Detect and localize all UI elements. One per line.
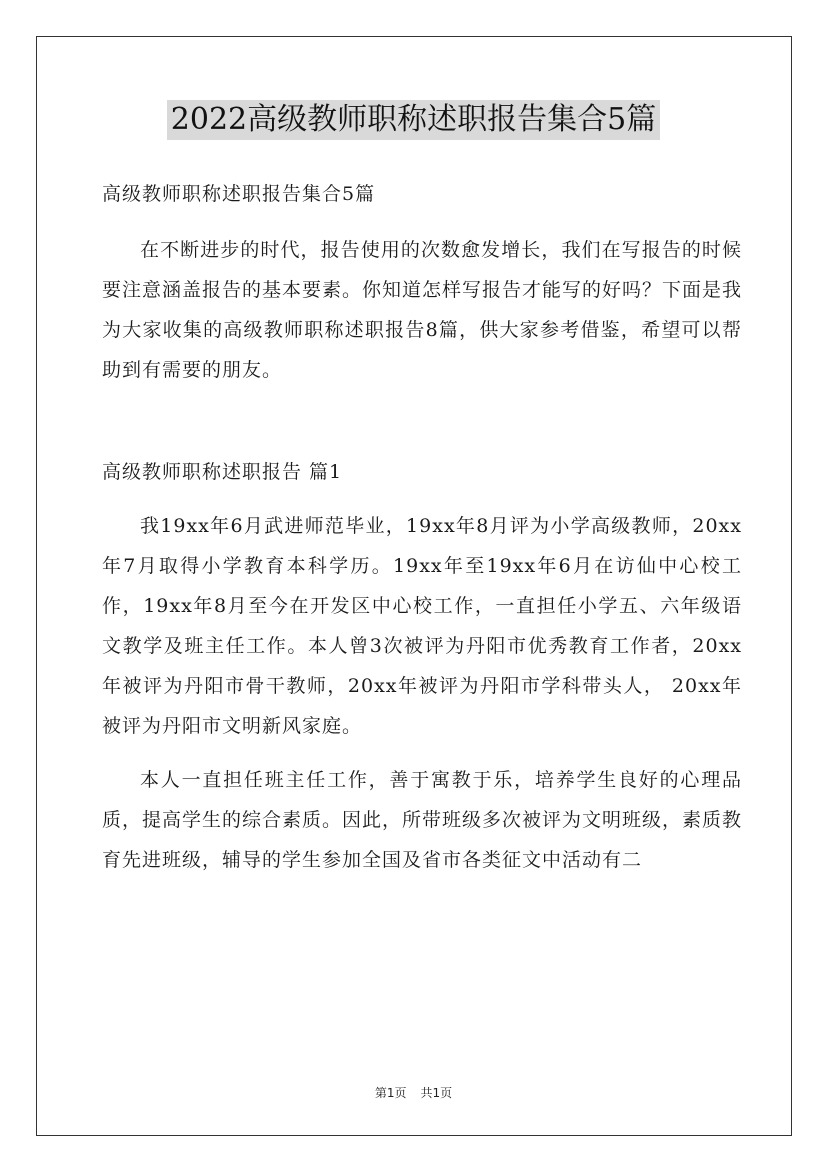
document-body [102,174,742,880]
title-wrap [0,100,827,140]
page-total: 共1页 [420,1086,453,1100]
body-paragraph-2: 本人一直担任班主任工作，善于寓教于乐，培养学生良好的心理品质，提高学生的综合素质。因此，所带班级多次被评为文明班级，素质教育先进班级，辅导的学生参加全国及省市各类征文中活动有二 [102,769,743,871]
body-paragraph-1: 我19xx年6月武进师范毕业，19xx年8月评为小学高级教师，20xx年7月取得小学教育本科学历。19xx年至19xx年6月在访仙中心校工作，19xx年8月至今在开发区中心校工作，一直担任小学五、六年级语文教学及班主任工作。本人曾3次被评为丹阳市优秀教育工作者，20xx年被评为丹阳市骨干教师，20xx年被评为丹阳市学科带头人， 20xx年被评为丹阳市文明新风家庭。 [102,515,742,737]
document-subtitle: 高级教师职称述职报告集合5篇 [102,183,376,205]
page-number: 第1页 [374,1086,407,1100]
page-footer [0,1084,827,1101]
intro-paragraph: 在不断进步的时代，报告使用的次数愈发增长，我们在写报告的时候要注意涵盖报告的基本要素。你知道怎样写报告才能写的好吗？下面是我为大家收集的高级教师职称述职报告8篇，供大家参考借鉴，希望可以帮助到有需要的朋友。 [102,239,743,381]
document-title: 2022高级教师职称述职报告集合5篇 [167,100,660,140]
section-heading: 高级教师职称述职报告 篇1 [102,461,343,483]
